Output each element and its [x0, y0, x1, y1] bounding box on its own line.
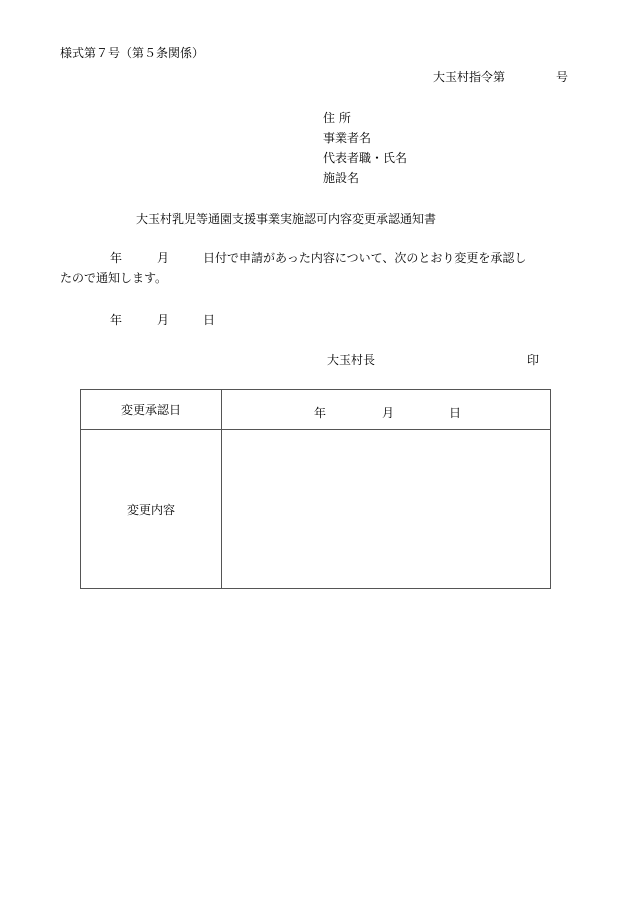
issue-date-year: 年	[110, 313, 123, 327]
business-name-label: 事業者名	[323, 131, 372, 145]
approval-date-month: 月	[382, 406, 395, 420]
body-year: 年	[110, 251, 123, 265]
body-line-2: たので通知します。	[60, 271, 168, 285]
document-number-suffix: 号	[556, 70, 569, 84]
change-content-row	[81, 430, 551, 589]
document-number-prefix: 大玉村指令第	[433, 70, 506, 84]
signatory-title: 大玉村長	[327, 353, 376, 367]
change-content-value	[222, 430, 551, 589]
body-day-text: 日付で申請があった内容について、次のとおり変更を承認し	[203, 251, 527, 265]
issue-date-day: 日	[203, 313, 216, 327]
issue-date-month: 月	[157, 313, 170, 327]
form-number: 様式第７号（第５条関係）	[60, 46, 205, 60]
approval-date-year: 年	[314, 406, 327, 420]
facility-name-label: 施設名	[323, 171, 360, 185]
change-content-label: 変更内容	[81, 430, 222, 589]
approval-date-day: 日	[449, 406, 462, 420]
document-title: 大玉村乳児等通園支援事業実施認可内容変更承認通知書	[136, 212, 437, 226]
approval-date-value	[222, 390, 551, 430]
address-label: 住 所	[323, 111, 351, 125]
approval-date-row	[81, 390, 551, 430]
change-table	[80, 389, 551, 589]
seal-mark: 印	[527, 353, 540, 367]
body-month: 月	[157, 251, 170, 265]
representative-label: 代表者職・氏名	[323, 151, 408, 165]
approval-date-label: 変更承認日	[81, 390, 222, 430]
